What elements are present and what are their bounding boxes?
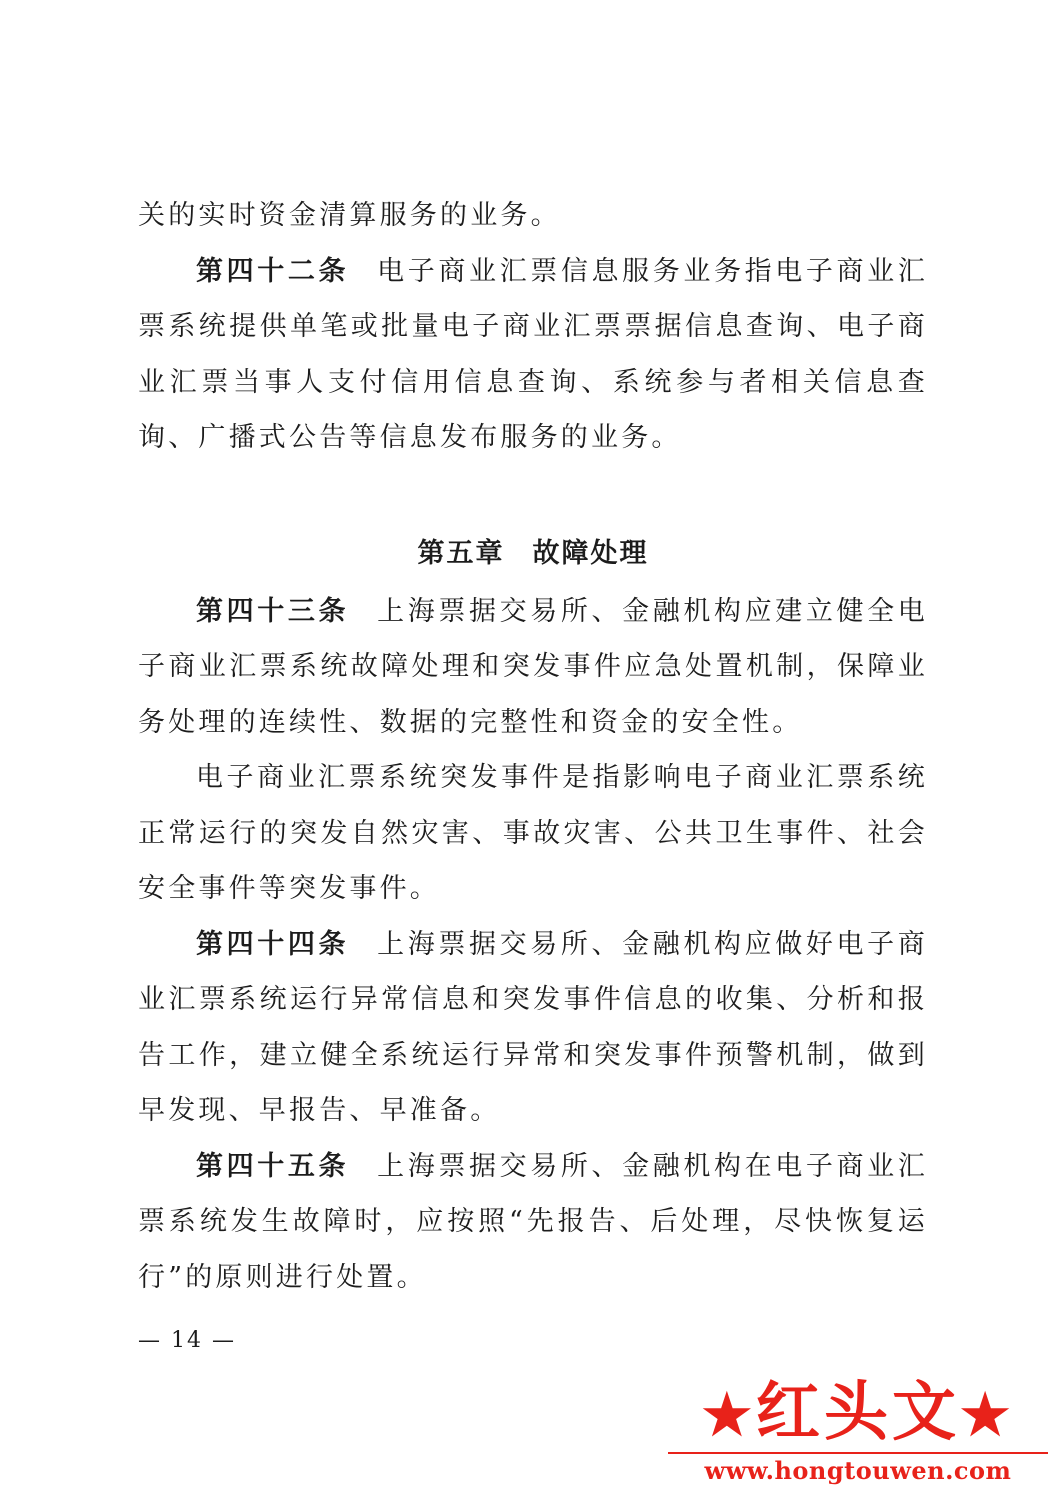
continuation-paragraph: 关的实时资金清算服务的业务。	[138, 200, 561, 231]
watermark-text: 红头文	[756, 1375, 960, 1450]
watermark-title	[668, 1375, 1048, 1450]
star-icon: ★	[701, 1382, 756, 1448]
article-42	[138, 244, 928, 466]
article-45	[138, 1139, 928, 1306]
watermark-logo	[668, 1375, 1048, 1490]
article-text: 上海票据交易所、金融机构在电子商业汇票系统发生故障时，应按照“先报告、后处理，尽快恢复运行”的原则进行处置。	[138, 1150, 928, 1293]
article-43	[138, 584, 928, 751]
article-text: 上海票据交易所、金融机构应建立健全电子商业汇票系统故障处理和突发事件应急处置机制，保障业务处理的连续性、数据的完整性和资金的安全性。	[138, 595, 928, 738]
chapter-heading	[138, 524, 928, 584]
article-number: 第四十三条	[196, 595, 350, 627]
watermark-rule	[668, 1452, 1048, 1454]
article-number: 第四十二条	[196, 255, 350, 287]
chapter-title: 故障处理	[532, 537, 649, 569]
article-number: 第四十四条	[196, 928, 350, 960]
document-body	[138, 188, 928, 1305]
article-text: 上海票据交易所、金融机构应做好电子商业汇票系统运行异常信息和突发事件信息的收集、分析和报告工作，建立健全系统运行异常和突发事件预警机制，做到早发现、早报告、早准备。	[138, 928, 928, 1126]
article-43-paragraph-2: 电子商业汇票系统突发事件是指影响电子商业汇票系统正常运行的突发自然灾害、事故灾害、公共卫生事件、社会安全事件等突发事件。	[138, 762, 928, 904]
article-44	[138, 917, 928, 1139]
article-number: 第四十五条	[196, 1150, 350, 1182]
page-number: — 14 —	[138, 1328, 236, 1353]
article-text: 电子商业汇票信息服务业务指电子商业汇票系统提供单笔或批量电子商业汇票票据信息查询、电子商业汇票当事人支付信用信息查询、系统参与者相关信息查询、广播式公告等信息发布服务的业务。	[138, 255, 928, 453]
star-icon: ★	[960, 1382, 1015, 1448]
chapter-number: 第五章	[417, 537, 505, 569]
watermark-url: www.hongtouwen.com	[704, 1456, 1012, 1485]
